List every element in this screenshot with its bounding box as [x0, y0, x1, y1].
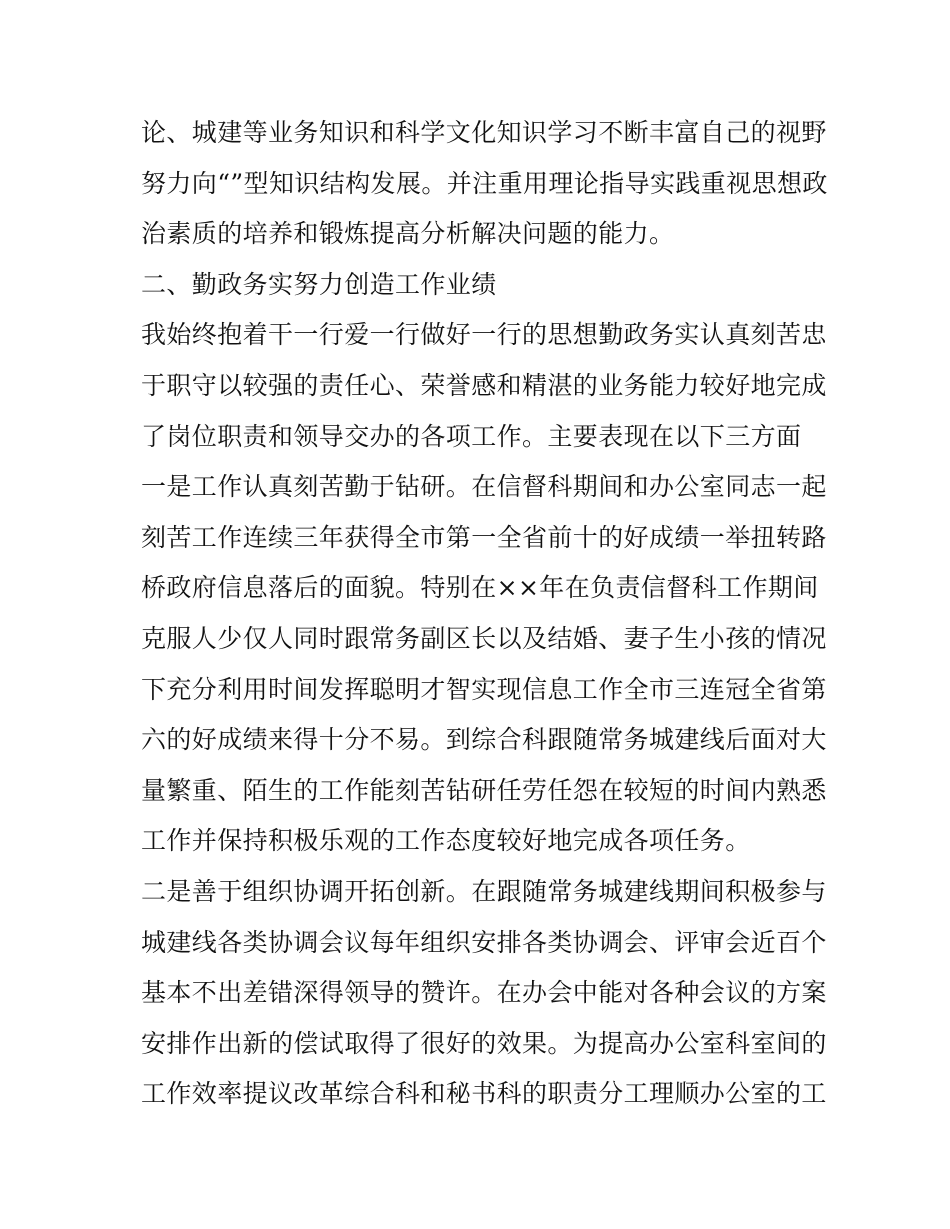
text-line: 我始终抱着干一行爱一行做好一行的思想勤政务实认真刻苦忠 — [141, 320, 827, 350]
text-line: 了岗位职责和领导交办的各项工作。主要表现在以下三方面 — [141, 421, 802, 451]
text-line: 量繁重、陌生的工作能刻苦钻研任劳任怨在较短的时间内熟悉 — [141, 775, 827, 805]
text-line: 论、城建等业务知识和科学文化知识学习不断丰富自己的视野 — [141, 118, 827, 147]
text-line: 工作并保持积极乐观的工作态度较好地完成各项任务。 — [141, 826, 751, 856]
body-text — [141, 108, 828, 1120]
text-line: 二是善于组织协调开拓创新。在跟随常务城建线期间积极参与 — [141, 876, 827, 906]
text-line: 城建线各类协调会议每年组织安排各类协调会、评审会近百个 — [141, 927, 827, 957]
text-line: 治素质的培养和锻炼提高分析解决问题的能力。 — [141, 219, 675, 249]
text-line: 安排作出新的偿试取得了很好的效果。为提高办公室科室间的 — [141, 1028, 827, 1058]
text-line: 下充分利用时间发挥聪明才智实现信息工作全市三连冠全省第 — [141, 674, 827, 704]
text-line: 克服人少仅人同时跟常务副区长以及结婚、妻子生小孩的情况 — [141, 623, 827, 653]
text-line: 工作效率提议改革综合科和秘书科的职责分工理顺办公室的工 — [141, 1079, 827, 1109]
text-line: 努力向“”型知识结构发展。并注重用理论指导实践重视思想政 — [141, 168, 828, 198]
text-line: 基本不出差错深得领导的赞许。在办会中能对各种会议的方案 — [141, 978, 827, 1008]
text-line: 刻苦工作连续三年获得全市第一全省前十的好成绩一举扭转路 — [141, 522, 827, 552]
text-line: 桥政府信息落后的面貌。特别在××年在负责信督科工作期间 — [141, 573, 819, 603]
text-line: 于职守以较强的责任心、荣誉感和精湛的业务能力较好地完成 — [141, 370, 827, 400]
text-line: 六的好成绩来得十分不易。到综合科跟随常务城建线后面对大 — [141, 725, 827, 755]
text-line: 一是工作认真刻苦勤于钻研。在信督科期间和办公室同志一起 — [141, 472, 827, 502]
section-heading: 二、勤政务实努力创造工作业绩 — [141, 269, 497, 299]
